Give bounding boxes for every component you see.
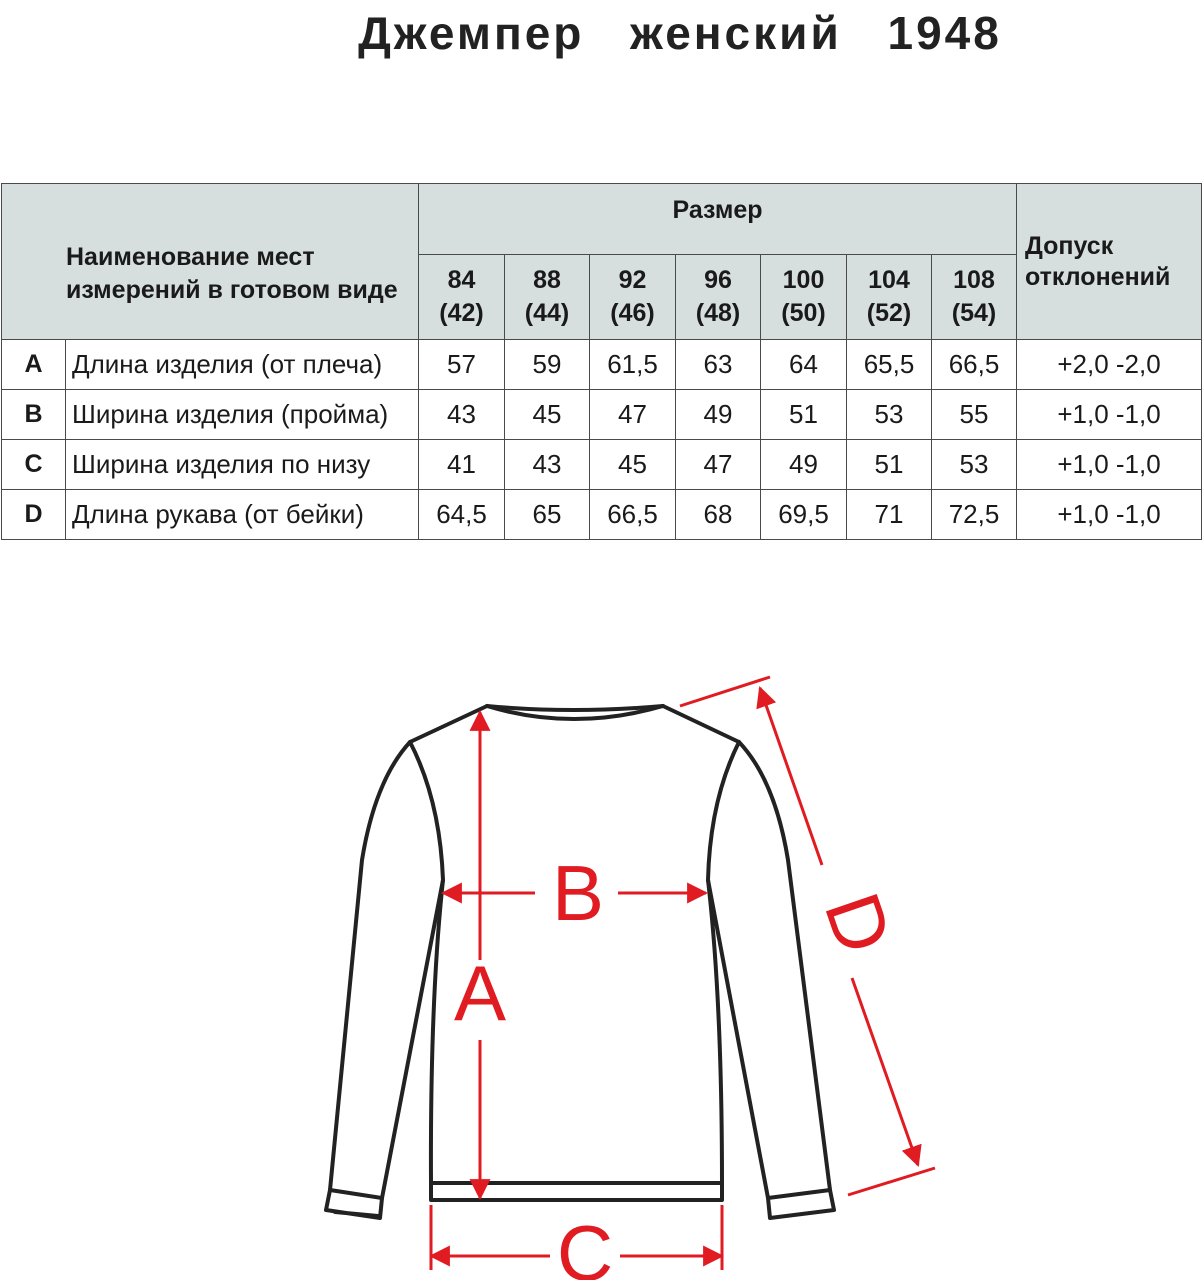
table-cell: 51: [761, 390, 847, 440]
table-cell: 47: [676, 440, 761, 490]
table-row: [2, 490, 1202, 540]
table-header-row: [2, 184, 1202, 255]
table-cell: 66,5: [590, 490, 676, 540]
table-cell: 53: [847, 390, 932, 440]
measure-label-d: D: [807, 882, 910, 965]
table-cell: 64: [761, 340, 847, 390]
row-label: Длина изделия (от плеча): [66, 340, 419, 390]
table-cell: 49: [676, 390, 761, 440]
measure-label-a: A: [453, 949, 507, 1037]
table-cell: 47: [590, 390, 676, 440]
table-cell: 68: [676, 490, 761, 540]
table-cell: 65,5: [847, 340, 932, 390]
table-cell: 69,5: [761, 490, 847, 540]
table-cell: 66,5: [932, 340, 1017, 390]
table-cell: 53: [932, 440, 1017, 490]
table-cell: 55: [932, 390, 1017, 440]
table-cell: 43: [505, 440, 590, 490]
table-cell: 71: [847, 490, 932, 540]
row-label: Ширина изделия (пройма): [66, 390, 419, 440]
table-cell: 41: [419, 440, 505, 490]
table-cell: 43: [419, 390, 505, 440]
row-code: D: [2, 490, 66, 540]
measurement-name-header: Наименование мест измерений в готовом виде: [2, 184, 419, 340]
size-column-header: 104 (52): [847, 255, 932, 340]
table-cell: 49: [761, 440, 847, 490]
measure-label-c: C: [556, 1209, 614, 1280]
row-code: C: [2, 440, 66, 490]
table-cell: 61,5: [590, 340, 676, 390]
row-label: Длина рукава (от бейки): [66, 490, 419, 540]
garment-measurement-diagram: [0, 600, 1202, 1280]
size-column-header: 84 (42): [419, 255, 505, 340]
tolerance-cell: +1,0 -1,0: [1017, 390, 1202, 440]
table-cell: 64,5: [419, 490, 505, 540]
page-title: Джемпер женский 1948: [358, 7, 1002, 59]
row-code: B: [2, 390, 66, 440]
table-row: [2, 340, 1202, 390]
table-cell: 65: [505, 490, 590, 540]
size-column-header: 92 (46): [590, 255, 676, 340]
sweater-outline: [326, 706, 834, 1218]
table-row: [2, 390, 1202, 440]
size-column-header: 108 (54): [932, 255, 1017, 340]
size-column-header: 96 (48): [676, 255, 761, 340]
size-chart-table: [1, 183, 1202, 540]
table-cell: 45: [505, 390, 590, 440]
table-cell: 63: [676, 340, 761, 390]
table-cell: 59: [505, 340, 590, 390]
table-cell: 51: [847, 440, 932, 490]
table-cell: 57: [419, 340, 505, 390]
row-label: Ширина изделия по низу: [66, 440, 419, 490]
table-cell: 72,5: [932, 490, 1017, 540]
tolerance-header: Допуск отклонений: [1017, 184, 1202, 340]
row-code: A: [2, 340, 66, 390]
tolerance-cell: +1,0 -1,0: [1017, 440, 1202, 490]
table-cell: 45: [590, 440, 676, 490]
tolerance-cell: +1,0 -1,0: [1017, 490, 1202, 540]
table-row: [2, 440, 1202, 490]
tolerance-cell: +2,0 -2,0: [1017, 340, 1202, 390]
size-column-header: 88 (44): [505, 255, 590, 340]
size-header: Размер: [419, 184, 1017, 255]
size-column-header: 100 (50): [761, 255, 847, 340]
measure-label-b: B: [551, 849, 605, 937]
